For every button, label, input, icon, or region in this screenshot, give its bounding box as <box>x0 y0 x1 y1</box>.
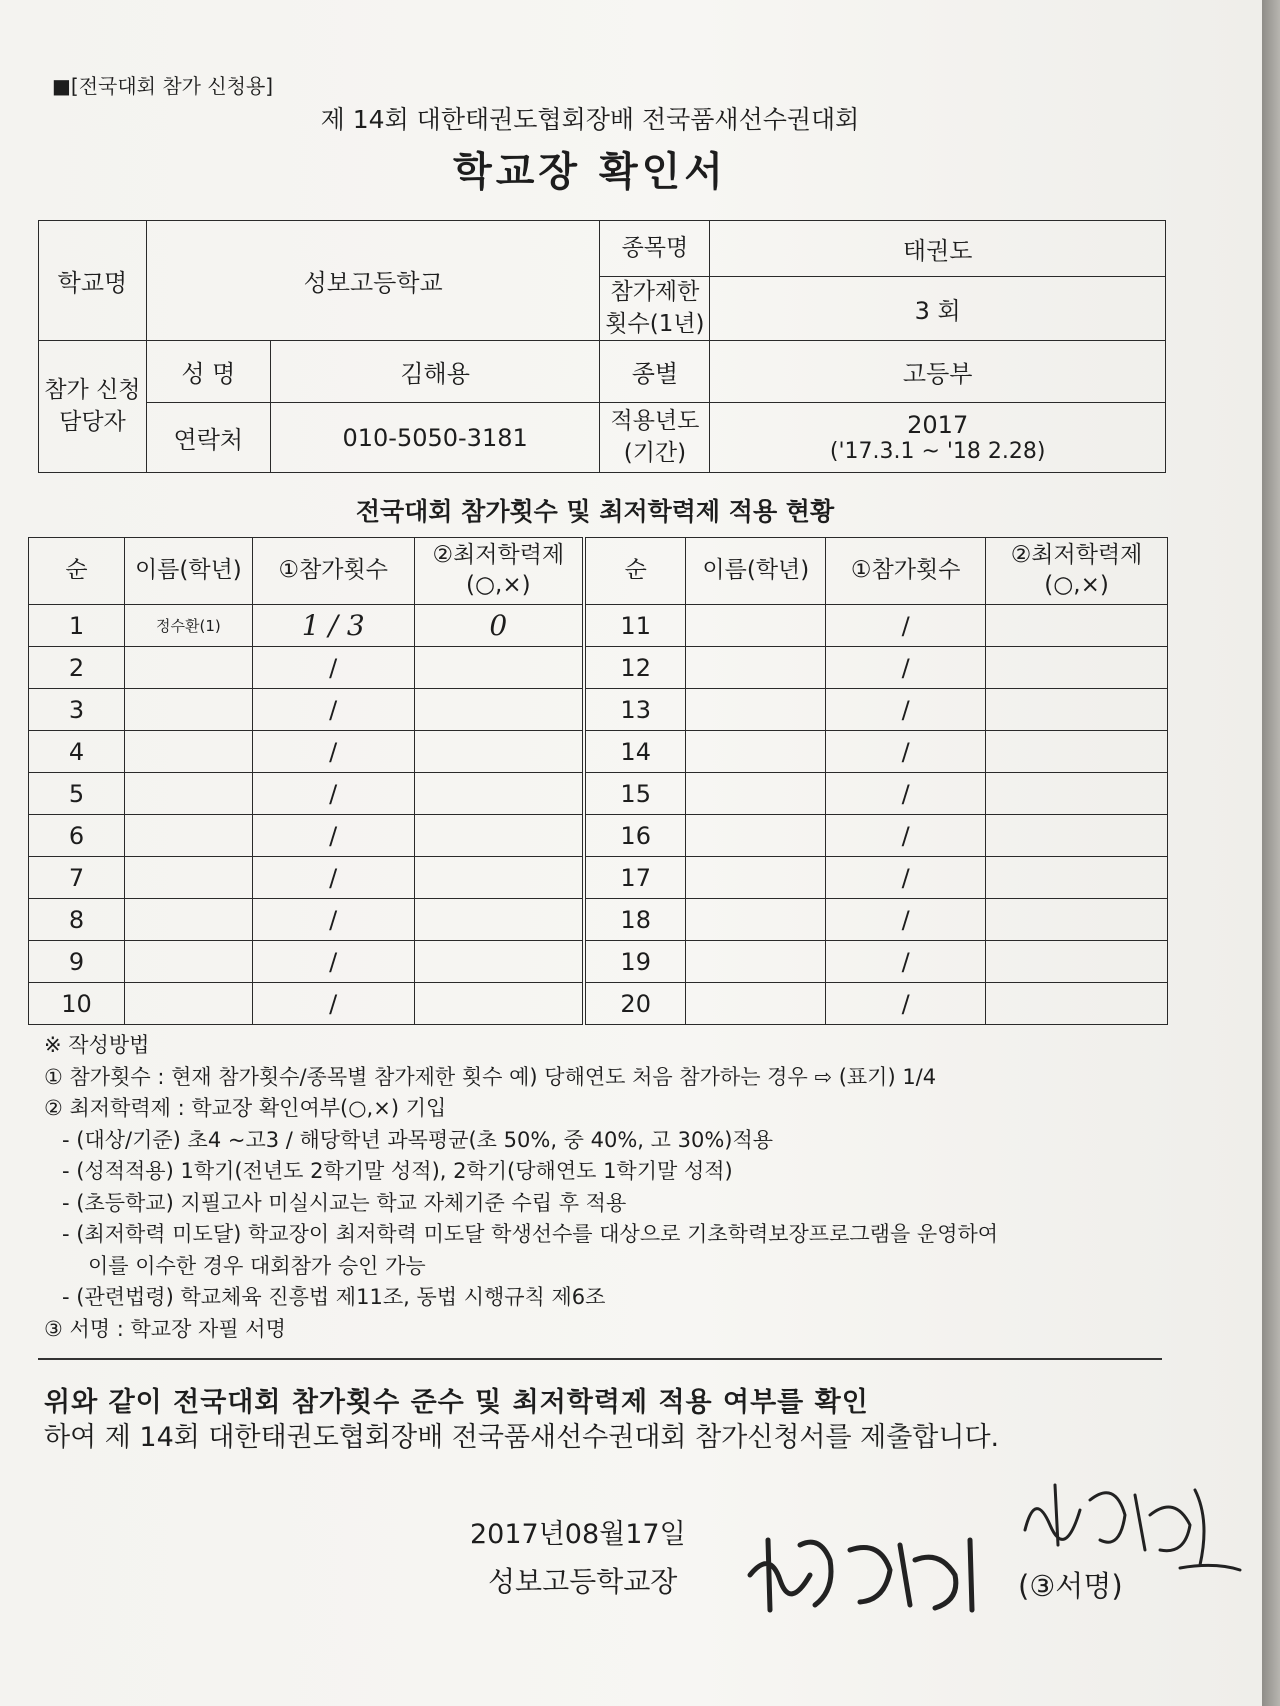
participation-count: / <box>252 647 414 689</box>
minimum-grade-check <box>414 773 584 815</box>
participation-count: 1 / 3 <box>252 605 414 647</box>
student-name <box>124 815 252 857</box>
instruction-line: - (성적적용) 1학기(전년도 2학기말 성적), 2학기(당해연도 1학기말 성적) <box>62 1159 733 1183</box>
year-label: 적용년도 (기간) <box>600 403 710 473</box>
participation-count: / <box>826 983 986 1025</box>
participation-count: / <box>826 815 986 857</box>
header-name: 이름(학년) <box>124 538 252 605</box>
participation-count: / <box>826 647 986 689</box>
minimum-grade-check <box>414 689 584 731</box>
table-row <box>29 731 1168 773</box>
form-type-tag: ■[전국대회 참가 신청용] <box>52 74 274 98</box>
participation-count: / <box>252 899 414 941</box>
minimum-grade-check: 0 <box>414 605 584 647</box>
student-name <box>686 857 826 899</box>
minimum-grade-check <box>986 857 1168 899</box>
student-name <box>124 899 252 941</box>
row-number: 6 <box>29 815 125 857</box>
submission-date: 2017년08월17일 <box>470 1519 686 1550</box>
row-number: 19 <box>584 941 686 983</box>
table-row <box>29 815 1168 857</box>
participation-count: / <box>826 857 986 899</box>
year-period: ('17.3.1 ~ '18 2.28) <box>829 439 1046 464</box>
participation-count: / <box>826 689 986 731</box>
student-name <box>124 941 252 983</box>
participation-status-table <box>28 537 1168 1025</box>
instruction-line: - (초등학교) 지필고사 미실시교는 학교 자체기준 수립 후 적용 <box>62 1190 627 1215</box>
participation-count: / <box>826 605 986 647</box>
minimum-grade-check <box>414 857 584 899</box>
student-name <box>686 689 826 731</box>
division-label: 종별 <box>600 341 710 403</box>
row-number: 15 <box>584 773 686 815</box>
row-number: 10 <box>29 983 125 1025</box>
division-value: 고등부 <box>710 341 1166 403</box>
limit-value: 3 회 <box>710 277 1166 341</box>
minimum-grade-check <box>986 941 1168 983</box>
applicant-label: 참가 신청 담당자 <box>39 341 147 473</box>
minimum-grade-check <box>986 647 1168 689</box>
minimum-grade-check <box>414 731 584 773</box>
student-name <box>124 689 252 731</box>
instruction-line: ③ 서명 : 학교장 자필 서명 <box>44 1316 286 1341</box>
table-row <box>29 773 1168 815</box>
header-grade: ②최저학력제 (○,×) <box>414 538 584 605</box>
applicant-info-table <box>38 220 1166 473</box>
participation-count: / <box>252 857 414 899</box>
participation-count: / <box>252 689 414 731</box>
participation-count: / <box>252 983 414 1025</box>
school-name: 성보고등학교 <box>146 221 600 341</box>
table-row <box>29 605 1168 647</box>
student-name <box>124 857 252 899</box>
name-value: 김해용 <box>270 341 600 403</box>
table-row <box>29 857 1168 899</box>
contact-value: 010-5050-3181 <box>270 403 600 473</box>
row-number: 11 <box>584 605 686 647</box>
student-name <box>686 605 826 647</box>
row-number: 20 <box>584 983 686 1025</box>
instruction-line: - (최저학력 미도달) 학교장이 최저학력 미도달 학생선수를 대상으로 기초학력보장프로그램을 운영하여 <box>62 1222 999 1246</box>
limit-label: 참가제한 횟수(1년) <box>600 277 710 341</box>
student-name: 정수환(1) <box>124 605 252 647</box>
header-no: 순 <box>29 538 125 605</box>
student-name <box>686 941 826 983</box>
table-row <box>29 941 1168 983</box>
minimum-grade-check <box>986 815 1168 857</box>
minimum-grade-check <box>414 815 584 857</box>
student-name <box>686 983 826 1025</box>
row-number: 2 <box>29 647 125 689</box>
student-name <box>686 773 826 815</box>
student-name <box>686 731 826 773</box>
instruction-line: ① 참가횟수 : 현재 참가횟수/종목별 참가제한 횟수 예) 당해연도 처음 참가하는 경우 ⇨ (표기) 1/4 <box>44 1064 937 1089</box>
minimum-grade-check <box>986 983 1168 1025</box>
year-value: 2017 <box>907 411 969 439</box>
status-section-title: 전국대회 참가횟수 및 최저학력제 적용 현황 <box>355 497 835 526</box>
row-number: 17 <box>584 857 686 899</box>
table-row <box>29 647 1168 689</box>
name-label: 성 명 <box>146 341 270 403</box>
declaration-line-2: 하여 제 14회 대한태권도협회장배 전국품새선수권대회 참가신청서를 제출합니다. <box>44 1422 1000 1453</box>
school-label: 학교명 <box>39 221 147 341</box>
minimum-grade-check <box>414 899 584 941</box>
header-no: 순 <box>584 538 686 605</box>
header-count: ①참가횟수 <box>252 538 414 605</box>
handwritten-name-signature <box>740 1520 990 1620</box>
competition-title: 제 14회 대한태권도협회장배 전국품새선수권대회 <box>320 105 860 134</box>
table-row <box>29 983 1168 1025</box>
minimum-grade-check <box>986 773 1168 815</box>
instruction-line: 이를 이수한 경우 대회참가 승인 가능 <box>88 1253 426 1278</box>
participation-count: / <box>252 941 414 983</box>
student-name <box>124 773 252 815</box>
desk-background <box>1262 0 1280 1706</box>
participation-count: / <box>826 899 986 941</box>
divider <box>38 1358 1162 1360</box>
table-row <box>29 899 1168 941</box>
document-title: 학교장 확인서 <box>453 149 727 195</box>
participation-count: / <box>826 773 986 815</box>
row-number: 14 <box>584 731 686 773</box>
principal-title: 성보고등학교장 <box>488 1565 678 1598</box>
instruction-line: ② 최저학력제 : 학교장 확인여부(○,×) 기입 <box>44 1096 447 1120</box>
minimum-grade-check <box>986 731 1168 773</box>
declaration <box>44 1385 1144 1455</box>
event-value: 태권도 <box>710 221 1166 277</box>
row-number: 18 <box>584 899 686 941</box>
minimum-grade-check <box>986 689 1168 731</box>
header-count: ①참가횟수 <box>826 538 986 605</box>
row-number: 16 <box>584 815 686 857</box>
row-number: 13 <box>584 689 686 731</box>
row-number: 5 <box>29 773 125 815</box>
instructions <box>44 1030 1194 1345</box>
participation-count: / <box>826 731 986 773</box>
participation-count: / <box>252 815 414 857</box>
signature-label: (③서명) <box>1018 1569 1123 1603</box>
minimum-grade-check <box>414 983 584 1025</box>
row-number: 7 <box>29 857 125 899</box>
row-number: 4 <box>29 731 125 773</box>
year-cell <box>710 403 1166 473</box>
instructions-title: ※ 작성방법 <box>44 1033 150 1057</box>
declaration-line-1: 위와 같이 전국대회 참가횟수 준수 및 최저학력제 적용 여부를 확인 <box>44 1387 869 1418</box>
student-name <box>686 815 826 857</box>
participation-count: / <box>252 731 414 773</box>
student-name <box>124 983 252 1025</box>
participation-count: / <box>252 773 414 815</box>
minimum-grade-check <box>986 605 1168 647</box>
minimum-grade-check <box>414 941 584 983</box>
instruction-line: - (관련법령) 학교체육 진흥법 제11조, 동법 시행규칙 제6조 <box>62 1285 606 1309</box>
minimum-grade-check <box>986 899 1168 941</box>
event-label: 종목명 <box>600 221 710 277</box>
row-number: 12 <box>584 647 686 689</box>
row-number: 9 <box>29 941 125 983</box>
student-name <box>686 899 826 941</box>
student-name <box>686 647 826 689</box>
row-number: 8 <box>29 899 125 941</box>
instruction-line: - (대상/기준) 초4 ~고3 / 해당학년 과목평균(초 50%, 중 40%, 고 30%)적용 <box>62 1127 774 1152</box>
row-number: 1 <box>29 605 125 647</box>
header-name: 이름(학년) <box>686 538 826 605</box>
minimum-grade-check <box>414 647 584 689</box>
table-row <box>29 689 1168 731</box>
participation-count: / <box>826 941 986 983</box>
student-name <box>124 731 252 773</box>
row-number: 3 <box>29 689 125 731</box>
student-name <box>124 647 252 689</box>
contact-label: 연락처 <box>146 403 270 473</box>
header-grade: ②최저학력제 (○,×) <box>986 538 1168 605</box>
